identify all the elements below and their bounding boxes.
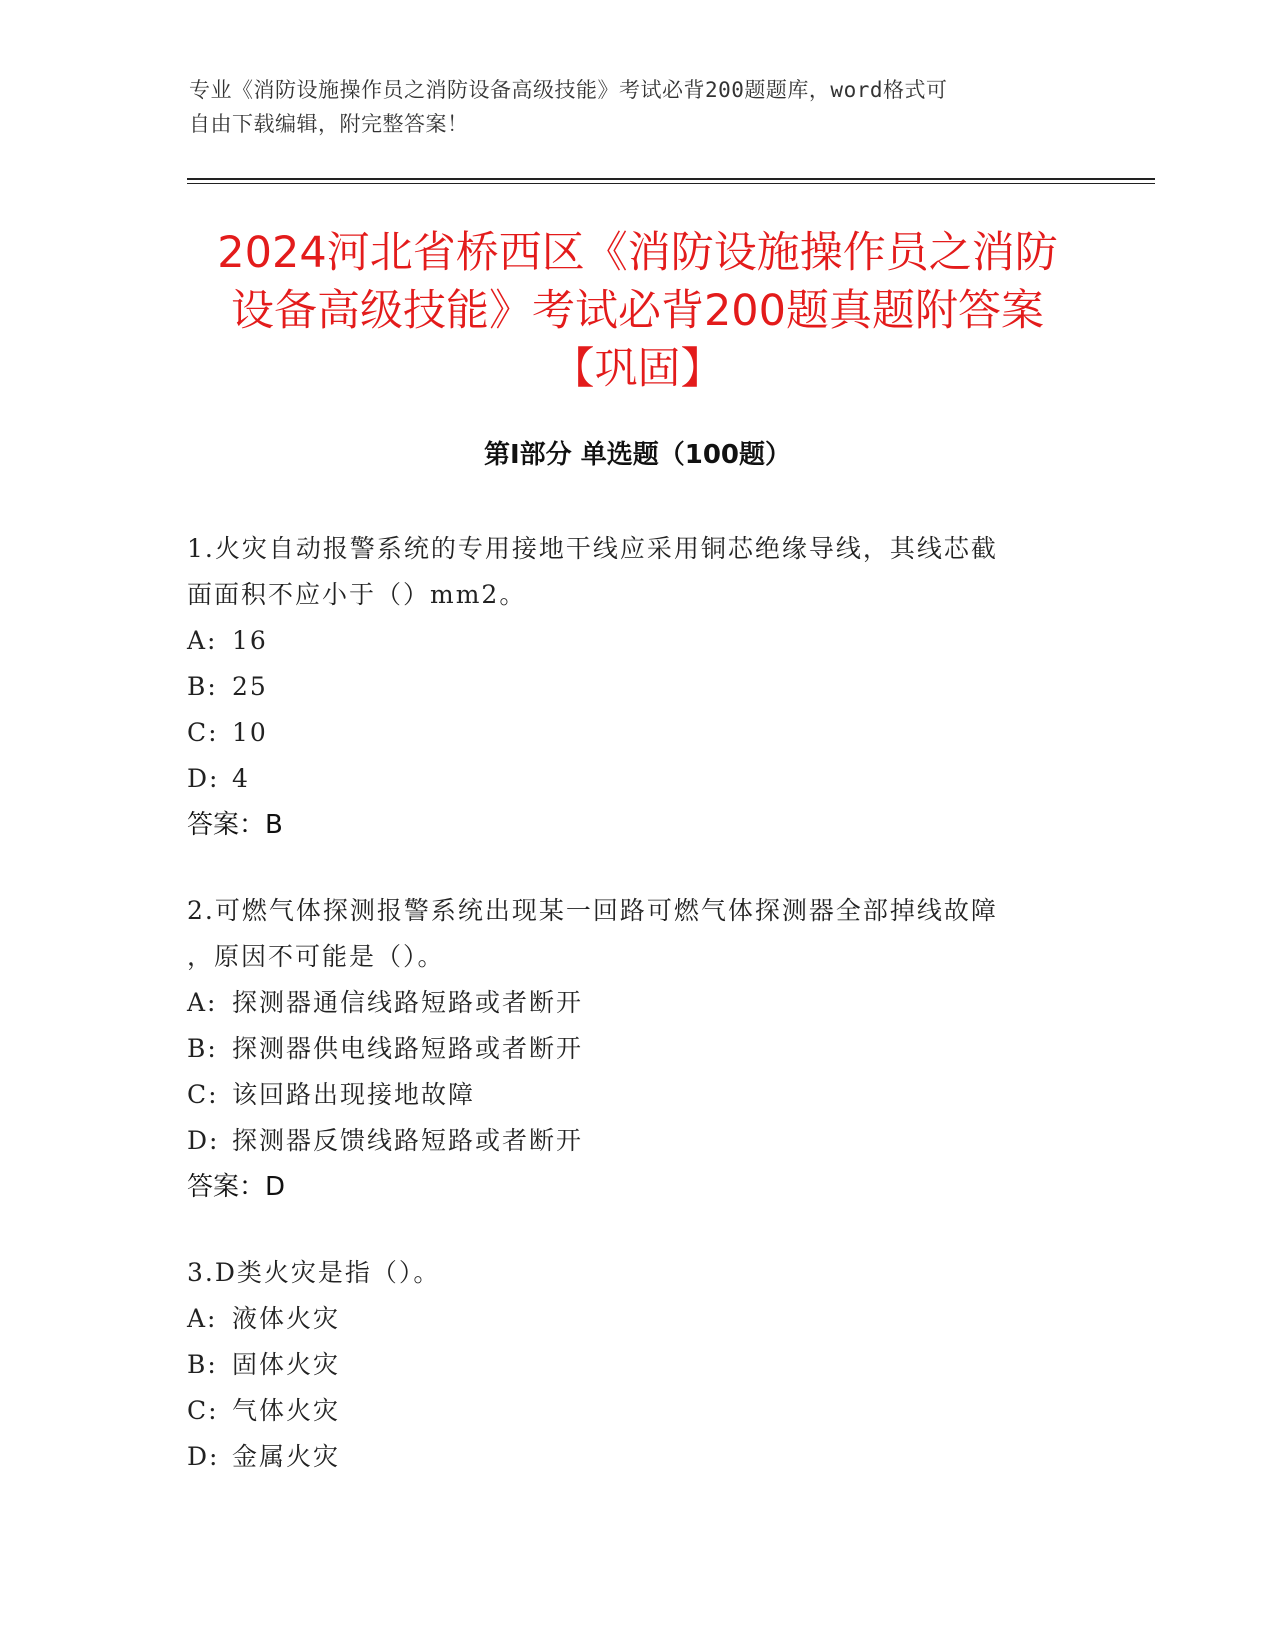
option-d <box>187 1434 1067 1480</box>
option-b <box>187 1342 1067 1388</box>
answer-line: 答案：B <box>187 810 283 840</box>
header-note-line-1: 专业《消防设施操作员之消防设备高级技能》考试必背200题题库，word格式可 <box>189 78 948 102</box>
title-line-3: 【巩固】 <box>551 344 724 394</box>
option-letter: B: <box>187 672 218 701</box>
option-text: 固体火灾 <box>232 1350 341 1379</box>
question-stem-line-2: ，原因不可能是（）。 <box>187 942 445 971</box>
option-letter: B: <box>187 1350 218 1379</box>
question-list <box>187 526 1067 1520</box>
option-letter: A: <box>187 626 218 655</box>
option-d <box>187 756 1067 802</box>
option-letter: D: <box>187 764 220 793</box>
question-1 <box>187 526 1067 848</box>
option-letter: B: <box>187 1034 218 1063</box>
option-text: 该回路出现接地故障 <box>232 1080 476 1109</box>
title-line-1: 2024河北省桥西区《消防设施操作员之消防 <box>217 228 1058 278</box>
option-b <box>187 1026 1067 1072</box>
header-divider-thick <box>187 178 1155 180</box>
option-letter: A: <box>187 1304 218 1333</box>
option-text: 液体火灾 <box>232 1304 341 1333</box>
option-text: 探测器供电线路短路或者断开 <box>232 1034 584 1063</box>
question-stem-line-1: 3.D类火灾是指（）。 <box>187 1258 441 1287</box>
question-3 <box>187 1250 1067 1480</box>
option-letter: C: <box>187 1080 219 1109</box>
header-divider-thin <box>187 183 1155 184</box>
option-text: 金属火灾 <box>232 1442 341 1471</box>
question-2 <box>187 888 1067 1210</box>
option-a <box>187 980 1067 1026</box>
question-stem-line-1: 2.可燃气体探测报警系统出现某一回路可燃气体探测器全部掉线故障 <box>187 896 998 925</box>
option-text: 25 <box>232 672 268 701</box>
title-line-2: 设备高级技能》考试必背200题真题附答案 <box>230 286 1045 336</box>
option-text: 10 <box>232 718 268 747</box>
option-letter: D: <box>187 1442 220 1471</box>
option-c <box>187 1072 1067 1118</box>
document-title <box>150 224 1125 398</box>
option-letter: A: <box>187 988 218 1017</box>
option-text: 4 <box>232 764 250 793</box>
option-letter: D: <box>187 1126 220 1155</box>
question-stem-line-2: 面面积不应小于（）mm2。 <box>187 580 527 609</box>
option-b <box>187 664 1067 710</box>
option-letter: C: <box>187 718 219 747</box>
option-a <box>187 618 1067 664</box>
option-c <box>187 710 1067 756</box>
option-text: 探测器反馈线路短路或者断开 <box>232 1126 584 1155</box>
section-heading: 第Ⅰ部分 单选题（100题） <box>484 440 791 470</box>
option-text: 气体火灾 <box>232 1396 341 1425</box>
option-letter: C: <box>187 1396 219 1425</box>
option-text: 探测器通信线路短路或者断开 <box>232 988 584 1017</box>
option-text: 16 <box>232 626 268 655</box>
question-stem-line-1: 1.火灾自动报警系统的专用接地干线应采用铜芯绝缘导线，其线芯截 <box>187 534 998 563</box>
option-c <box>187 1388 1067 1434</box>
header-note-line-2: 自由下载编辑，附完整答案！ <box>189 112 469 136</box>
option-a <box>187 1296 1067 1342</box>
question-stem <box>187 1250 1067 1296</box>
option-d <box>187 1118 1067 1164</box>
answer-line: 答案：D <box>187 1172 286 1202</box>
header-note <box>189 73 1069 141</box>
question-stem <box>187 526 1067 618</box>
question-stem <box>187 888 1067 980</box>
